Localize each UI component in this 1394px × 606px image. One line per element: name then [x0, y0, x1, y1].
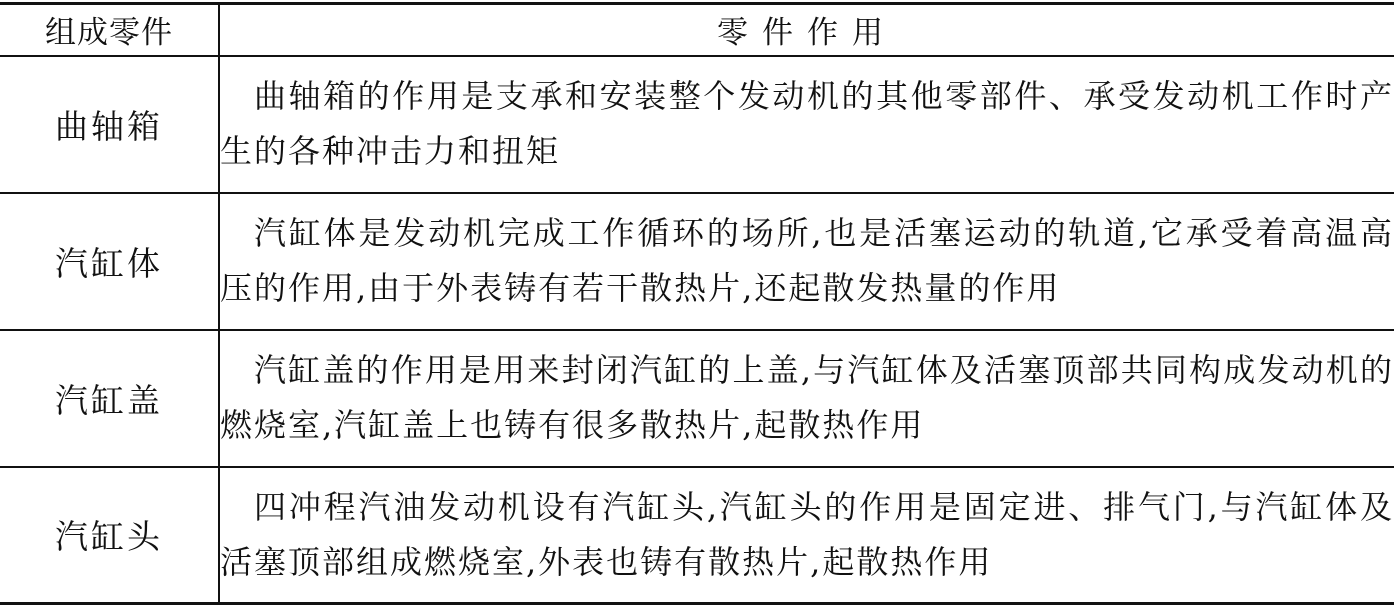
column-header-part-name: 组成零件: [0, 4, 219, 56]
table-row: [0, 193, 1394, 330]
part-function-cell: 四冲程汽油发动机设有汽缸头,汽缸头的作用是固定进、排气门,与汽缸体及活塞顶部组成燃烧室,外表也铸有散热片,起散热作用: [220, 487, 1394, 581]
table-header-row: [0, 4, 1394, 56]
engine-parts-table: [0, 2, 1394, 605]
part-name-cell: 汽缸盖: [0, 330, 219, 467]
part-name-cell: 汽缸头: [0, 467, 219, 604]
table-row: [0, 56, 1394, 193]
column-header-part-function: 零件作用: [219, 4, 1394, 56]
table-row: [0, 467, 1394, 604]
part-name-cell: 汽缸体: [0, 193, 219, 330]
part-name-cell: 曲轴箱: [0, 56, 219, 193]
table-row: [0, 330, 1394, 467]
part-function-cell: 曲轴箱的作用是支承和安装整个发动机的其他零部件、承受发动机工作时产生的各种冲击力和扭矩: [219, 56, 1394, 193]
part-function-cell: 汽缸体是发动机完成工作循环的场所,也是活塞运动的轨道,它承受着高温高压的作用,由于外表铸有若干散热片,还起散发热量的作用: [219, 193, 1394, 330]
part-function-cell: 汽缸盖的作用是用来封闭汽缸的上盖,与汽缸体及活塞顶部共同构成发动机的燃烧室,汽缸盖上也铸有很多散热片,起散热作用: [219, 330, 1394, 467]
